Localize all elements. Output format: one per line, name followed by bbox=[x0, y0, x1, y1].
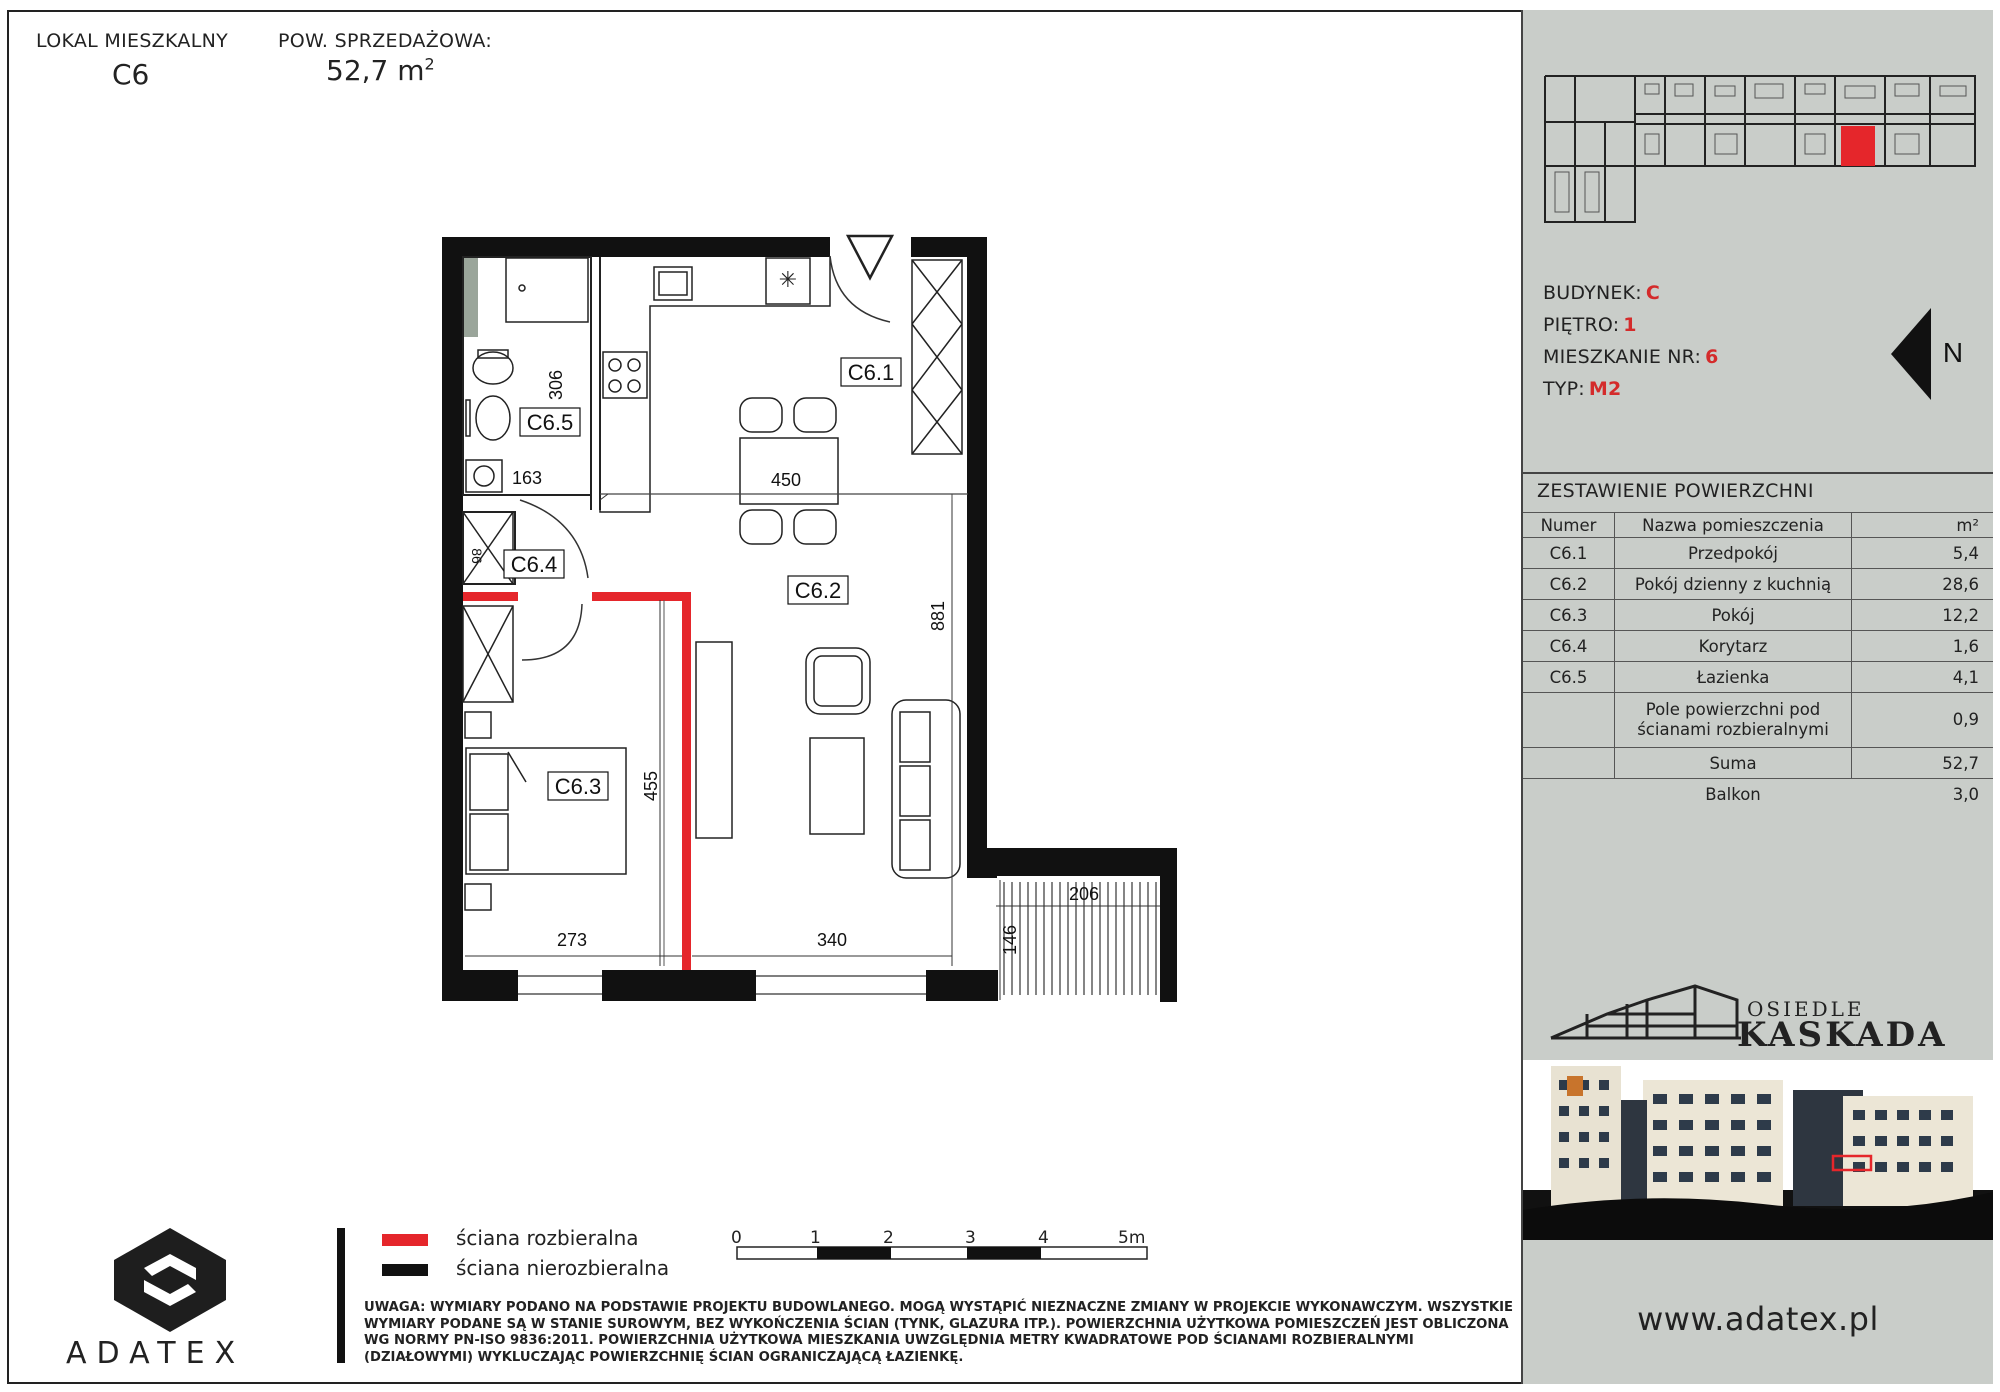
scale-tick-3: 3 bbox=[965, 1228, 976, 1248]
row-name: Balkon bbox=[1615, 779, 1852, 810]
row-num bbox=[1523, 693, 1615, 748]
row-num bbox=[1523, 779, 1615, 810]
legend-divider bbox=[337, 1228, 345, 1363]
scale-tick-4: 4 bbox=[1038, 1228, 1049, 1248]
dim-306: 306 bbox=[546, 369, 566, 401]
scale-tick-0: 0 bbox=[731, 1228, 742, 1248]
website-link[interactable]: www.adatex.pl bbox=[1637, 1300, 1879, 1338]
svg-text:✳: ✳ bbox=[778, 268, 798, 293]
logo-text: ADATEX bbox=[66, 1336, 246, 1371]
row-num: C6.1 bbox=[1523, 538, 1615, 569]
header-number: Numer bbox=[1523, 513, 1615, 538]
header-area: m² bbox=[1852, 513, 1994, 538]
dim-450: 450 bbox=[770, 470, 802, 490]
legend-removable-label: ściana rozbieralna bbox=[456, 1226, 639, 1250]
room-c65-label: C6.5 bbox=[526, 410, 574, 435]
panel-divider bbox=[1523, 472, 1993, 474]
row-name: Łazienka bbox=[1615, 662, 1852, 693]
room-c62-label: C6.2 bbox=[794, 578, 842, 603]
header-name: Nazwa pomieszczenia bbox=[1615, 513, 1852, 538]
dim-206: 206 bbox=[1068, 884, 1100, 904]
legend-fixed-label: ściana nierozbieralna bbox=[456, 1256, 670, 1280]
dim-881: 881 bbox=[928, 600, 948, 632]
row-name: Suma bbox=[1615, 748, 1852, 779]
row-num bbox=[1523, 748, 1615, 779]
unit-label: LOKAL MIESZKALNY bbox=[36, 30, 229, 52]
dim-86: 86 bbox=[469, 548, 485, 564]
scale-tick-1: 1 bbox=[810, 1228, 821, 1248]
row-num: C6.3 bbox=[1523, 600, 1615, 631]
disclaimer-notice: UWAGA: WYMIARY PODANO NA PODSTAWIE PROJEKTU BUDOWLANEGO. MOGĄ WYSTĄPIĆ NIEZNACZNE ZMIANY W PROJEKCIE WYKONAWCZYM. WSZYSTKIE WYMIARY PODANE SĄ W STANIE SUROWYM, BEZ WYKOŃCZENIA ŚCIAN (TYNK, GLAZURA ITP.). POWIERZCHNIA UŻYTKOWA POMIESZCZEŃ JEST OBLICZONA WG NORMY PN-ISO 9836:2011. POWIERZCHNIA UŻYTKOWA MIESZKANIA UWZGLĘDNIA METRY KWADRATOWE POD ŚCIANAMI ROZBIERALNYMI (DZIAŁOWYMI) WYKLUCZAJĄC POWIERZCHNIĘ ŚCIAN OGRANICZAJĄCĄ ŁAZIENKĘ. bbox=[364, 1300, 1514, 1365]
table-row bbox=[1523, 569, 1993, 600]
room-c61-label: C6.1 bbox=[847, 360, 895, 385]
row-num: C6.4 bbox=[1523, 631, 1615, 662]
room-c63-label: C6.3 bbox=[554, 774, 602, 799]
table-row bbox=[1523, 662, 1993, 693]
apartment-info: MIESZKANIE NR: 6 bbox=[1543, 346, 1719, 368]
scale-tick-2: 2 bbox=[883, 1228, 894, 1248]
dim-340: 340 bbox=[816, 930, 848, 950]
room-c64-label: C6.4 bbox=[510, 552, 558, 577]
north-label: N bbox=[1942, 337, 1964, 368]
type-info: TYP: M2 bbox=[1543, 378, 1622, 400]
row-area: 5,4 bbox=[1852, 538, 1994, 569]
row-name: Pole powierzchni pod ścianami rozbieralnymi bbox=[1615, 693, 1852, 748]
table-row bbox=[1523, 631, 1993, 662]
table-row-balcony bbox=[1523, 779, 1993, 810]
kaskada-logo-icon bbox=[1547, 952, 1977, 1058]
dim-163: 163 bbox=[511, 468, 543, 488]
row-area: 12,2 bbox=[1852, 600, 1994, 631]
row-name: Korytarz bbox=[1615, 631, 1852, 662]
scale-tick-5: 5m bbox=[1118, 1228, 1146, 1248]
fixed-walls bbox=[442, 237, 998, 1001]
row-num: C6.5 bbox=[1523, 662, 1615, 693]
row-area: 0,9 bbox=[1852, 693, 1994, 748]
adatex-logo-icon bbox=[100, 1224, 240, 1336]
table-row-sum bbox=[1523, 748, 1993, 779]
table-header-row bbox=[1523, 513, 1993, 538]
unit-value: C6 bbox=[112, 58, 150, 91]
areas-table bbox=[1523, 512, 1993, 809]
building-info: BUDYNEK: C bbox=[1543, 282, 1660, 304]
floor-info: PIĘTRO: 1 bbox=[1543, 314, 1637, 336]
area-label: POW. SPRZEDAŻOWA: bbox=[278, 30, 493, 52]
dim-455: 455 bbox=[641, 770, 661, 802]
north-arrow-icon bbox=[1879, 304, 1979, 404]
table-row bbox=[1523, 600, 1993, 631]
table-row-walls bbox=[1523, 693, 1993, 748]
row-name: Pokój bbox=[1615, 600, 1852, 631]
row-num: C6.2 bbox=[1523, 569, 1615, 600]
scale-bar bbox=[736, 1246, 1148, 1262]
dim-146: 146 bbox=[1000, 924, 1020, 956]
brand-line1: OSIEDLE bbox=[1747, 997, 1865, 1021]
row-area: 52,7 bbox=[1852, 748, 1994, 779]
dim-273: 273 bbox=[556, 930, 588, 950]
row-name: Przedpokój bbox=[1615, 538, 1852, 569]
areas-title: ZESTAWIENIE POWIERZCHNI bbox=[1537, 480, 1814, 502]
table-row bbox=[1523, 538, 1993, 569]
info-panel bbox=[1521, 10, 1993, 1384]
brand-line2: KASKADA bbox=[1737, 1015, 1948, 1055]
building-render-image bbox=[1523, 1060, 1993, 1240]
legend-fixed-swatch bbox=[382, 1264, 428, 1276]
building-key-plan-icon bbox=[1535, 62, 1981, 232]
row-area: 1,6 bbox=[1852, 631, 1994, 662]
row-area: 3,0 bbox=[1852, 779, 1994, 810]
legend-removable-swatch bbox=[382, 1234, 428, 1246]
row-area: 4,1 bbox=[1852, 662, 1994, 693]
row-area: 28,6 bbox=[1852, 569, 1994, 600]
row-name: Pokój dzienny z kuchnią bbox=[1615, 569, 1852, 600]
area-value: 52,7 $m^2$ bbox=[326, 54, 435, 87]
